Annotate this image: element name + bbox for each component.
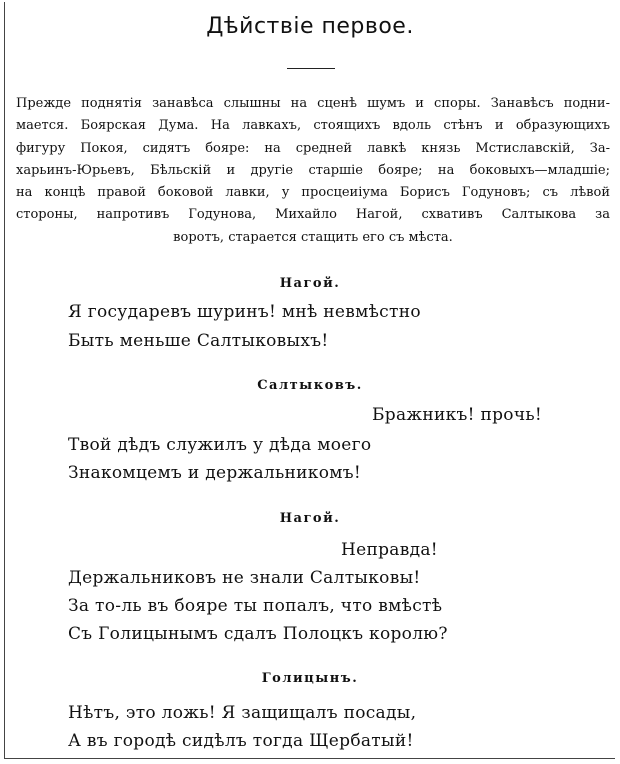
title-rule <box>287 68 335 69</box>
verse-line: Твой дѣдъ служилъ у дѣда моего <box>68 435 372 455</box>
speaker-name: Нагой. <box>279 276 341 291</box>
verse-line: Неправда! <box>341 540 438 560</box>
verse-line: А въ городѣ сидѣлъ тогда Щербатый! <box>68 731 414 751</box>
stage-line: на концѣ правой боковой лавки, у просцеиіума Борисъ Годуновъ; съ лѣвой <box>16 185 610 201</box>
verse-line: Бражникъ! прочь! <box>372 405 543 425</box>
stage-direction <box>16 93 610 249</box>
verse-line: Знакомцемъ и держальникомъ! <box>68 463 362 483</box>
stage-line: Прежде поднятія занавѣса слышны на сценѣ шумъ и споры. Занавѣсъ подни- <box>16 96 610 111</box>
act-title: Дѣйствіе первое. <box>206 14 414 39</box>
speaker-name: Салтыковъ. <box>257 378 363 393</box>
verse-line: Быть меньше Салтыковыхъ! <box>68 331 329 351</box>
verse-line: Держальниковъ не знали Салтыковы! <box>68 568 421 588</box>
verse-line: Нѣтъ, это ложь! Я защищалъ посады, <box>68 703 417 723</box>
speaker-name: Нагой. <box>279 511 341 526</box>
verse-line: За то-ль въ бояре ты попалъ, что вмѣстѣ <box>68 596 443 616</box>
stage-line: стороны, напротивъ Годунова, Михайло Нагой, схвативъ Салтыкова за <box>16 207 610 223</box>
stage-line: фигуру Покоя, сидятъ бояре: на средней лавкѣ князь Мстиславскій, За- <box>16 140 610 156</box>
stage-line: харьинъ-Юрьевъ, Бѣльскій и другіе старшіе бояре; на боковыхъ—младшіе; <box>16 162 610 178</box>
stage-line: воротъ, старается стащить его съ мѣста. <box>173 229 453 245</box>
verse-line: Я государевъ шуринъ! мнѣ невмѣстно <box>68 302 421 322</box>
speaker-name: Голицынъ. <box>261 671 359 686</box>
verse-line: Съ Голицынымъ сдалъ Полоцкъ королю? <box>68 624 448 644</box>
stage-line: мается. Боярская Дума. На лавкахъ, стоящихъ вдоль стѣнъ и образующихъ <box>16 118 610 134</box>
